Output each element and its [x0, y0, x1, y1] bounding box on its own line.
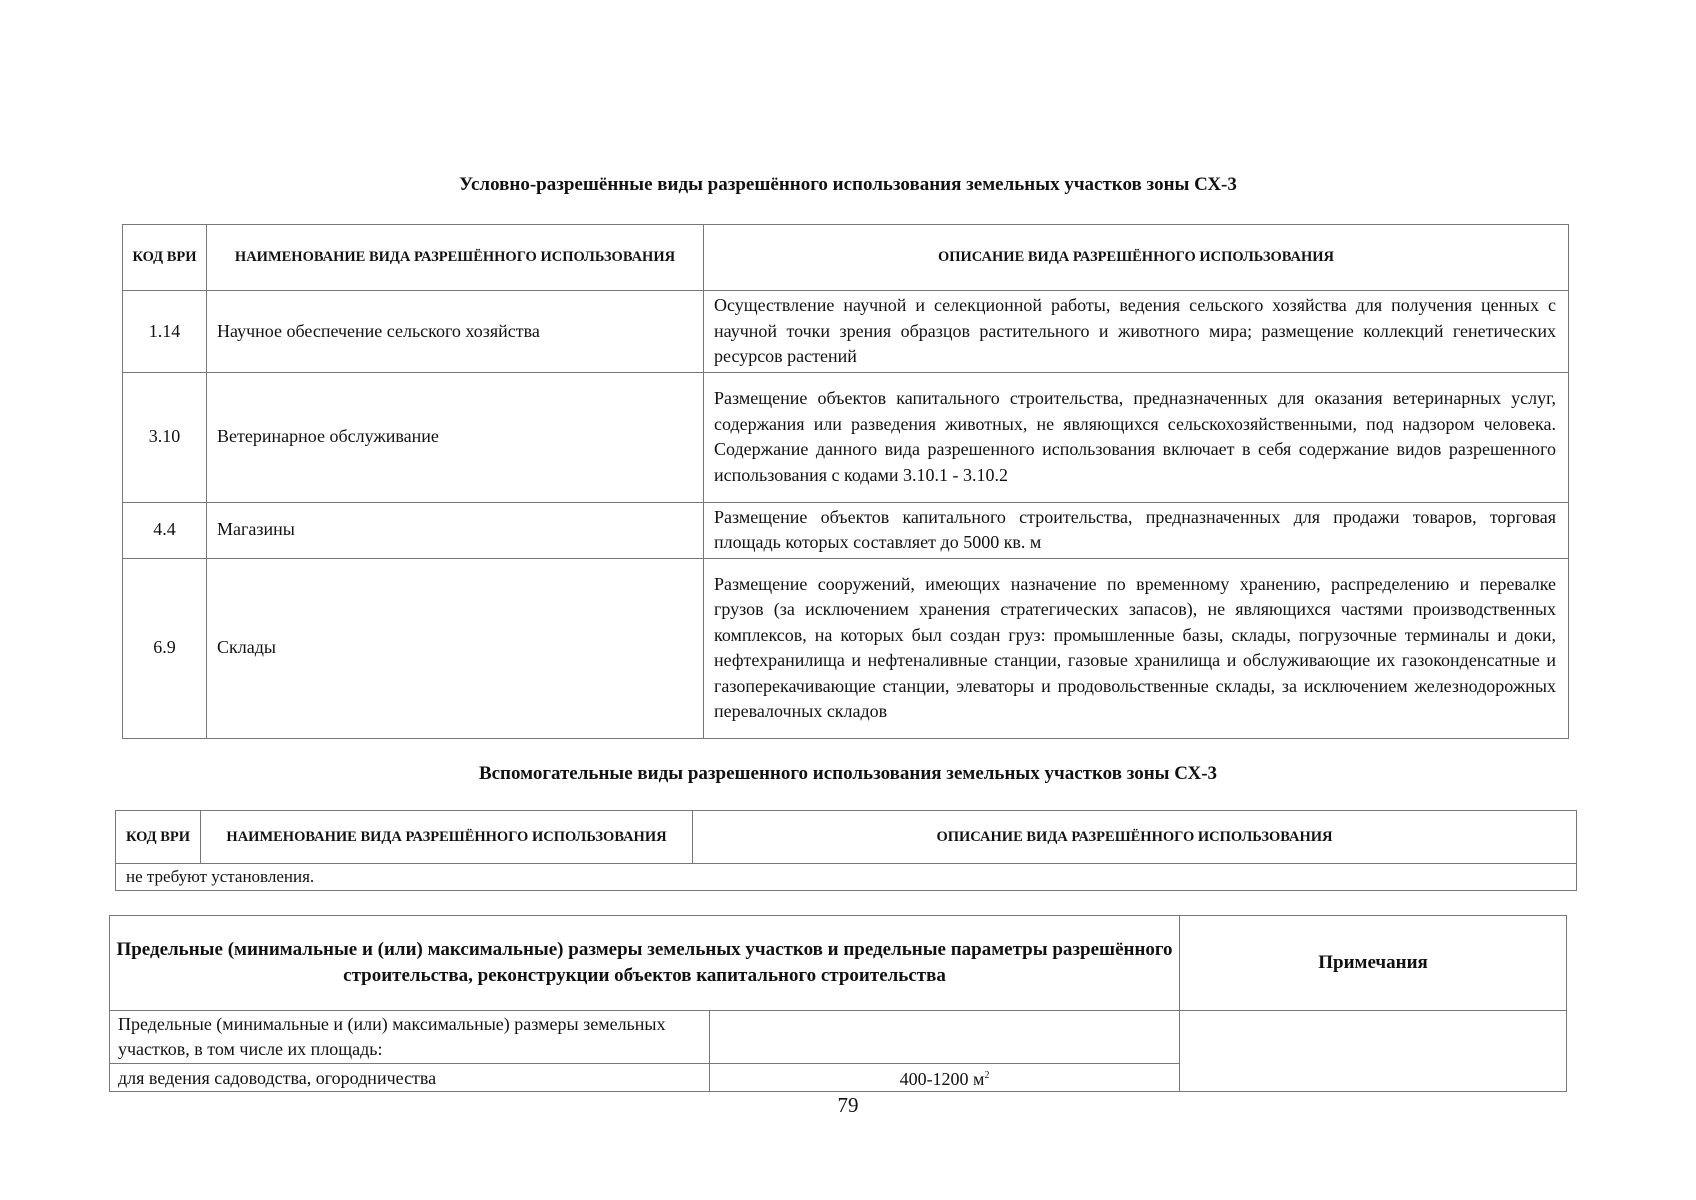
notes-cell	[1180, 1011, 1567, 1092]
header-desc: ОПИСАНИЕ ВИДА РАЗРЕШЁННОГО ИСПОЛЬЗОВАНИЯ	[704, 225, 1569, 291]
section1-title: Условно-разрешённые виды разрешённого использования земельных участков зоны СХ-3	[459, 174, 1237, 195]
notes-header: Примечания	[1180, 916, 1567, 1011]
row-code: 6.9	[123, 558, 207, 738]
limits-row-value	[710, 1011, 1180, 1064]
row-name: Научное обеспечение сельского хозяйства	[207, 291, 704, 373]
row-desc: Размещение объектов капитального строительства, предназначенных для продажи товаров, торговая площадь которых составляет до 5000 кв. м	[704, 502, 1569, 558]
table-row	[123, 291, 1569, 373]
limits-header: Предельные (минимальные и (или) максимальные) размеры земельных участков и предельные параметры разрешённого строительства, реконструкции объектов капитального строительства	[110, 916, 1180, 1011]
gardening-value	[710, 1064, 1180, 1092]
section2-title: Вспомогательные виды разрешенного использования земельных участков зоны СХ-3	[478, 763, 1218, 784]
conditional-uses-table	[122, 224, 1569, 739]
header-desc: ОПИСАНИЕ ВИДА РАЗРЕШЁННОГО ИСПОЛЬЗОВАНИЯ	[693, 811, 1577, 864]
row-desc: Размещение сооружений, имеющих назначение по временному хранению, распределению и перевалке грузов (за исключением хранения стратегических запасов), не являющихся частями производственных комплексов, на которых был создан груз: промышленные базы, склады, погрузочные терминалы и доки, нефтехранилища и нефтеналивные станции, газовые хранилища и обслуживающие их газоконденсатные и газоперекачивающие станции, элеваторы и продовольственные склады, за исключением железнодорожных перевалочных складов	[704, 558, 1569, 738]
header-code: КОД ВРИ	[116, 811, 201, 864]
table-row	[123, 372, 1569, 502]
limits-table	[109, 915, 1567, 1092]
row-desc: Размещение объектов капитального строительства, предназначенных для оказания ветеринарных услуг, содержания или разведения животных, не являющихся сельскохозяйственными, под надзором человека. Содержание данного вида разрешенного использования включает в себя содержание видов разрешенного использования с кодами 3.10.1 - 3.10.2	[704, 372, 1569, 502]
row-name: Ветеринарное обслуживание	[207, 372, 704, 502]
limits-row-label: Предельные (минимальные и (или) максимальные) размеры земельных участков, в том числе их площадь:	[110, 1011, 710, 1064]
auxiliary-uses-table	[115, 810, 1577, 891]
header-name: НАИМЕНОВАНИЕ ВИДА РАЗРЕШЁННОГО ИСПОЛЬЗОВАНИЯ	[201, 811, 693, 864]
gardening-value-text: 400-1200 м	[899, 1069, 985, 1089]
table-row	[123, 502, 1569, 558]
row-code: 4.4	[123, 502, 207, 558]
row-name: Склады	[207, 558, 704, 738]
table-row	[123, 558, 1569, 738]
row-code: 1.14	[123, 291, 207, 373]
row-desc: Осуществление научной и селекционной работы, ведения сельского хозяйства для получения ценных с научной точки зрения образцов растительного и животного мира; размещение коллекций генетических ресурсов растений	[704, 291, 1569, 373]
header-code: КОД ВРИ	[123, 225, 207, 291]
header-name: НАИМЕНОВАНИЕ ВИДА РАЗРЕШЁННОГО ИСПОЛЬЗОВАНИЯ	[207, 225, 704, 291]
row-code: 3.10	[123, 372, 207, 502]
page-number: 79	[837, 1093, 859, 1117]
area-unit-superscript: 2	[984, 1070, 990, 1081]
row-name: Магазины	[207, 502, 704, 558]
gardening-label: для ведения садоводства, огородничества	[110, 1064, 710, 1092]
auxiliary-note: не требуют установления.	[116, 864, 1577, 891]
